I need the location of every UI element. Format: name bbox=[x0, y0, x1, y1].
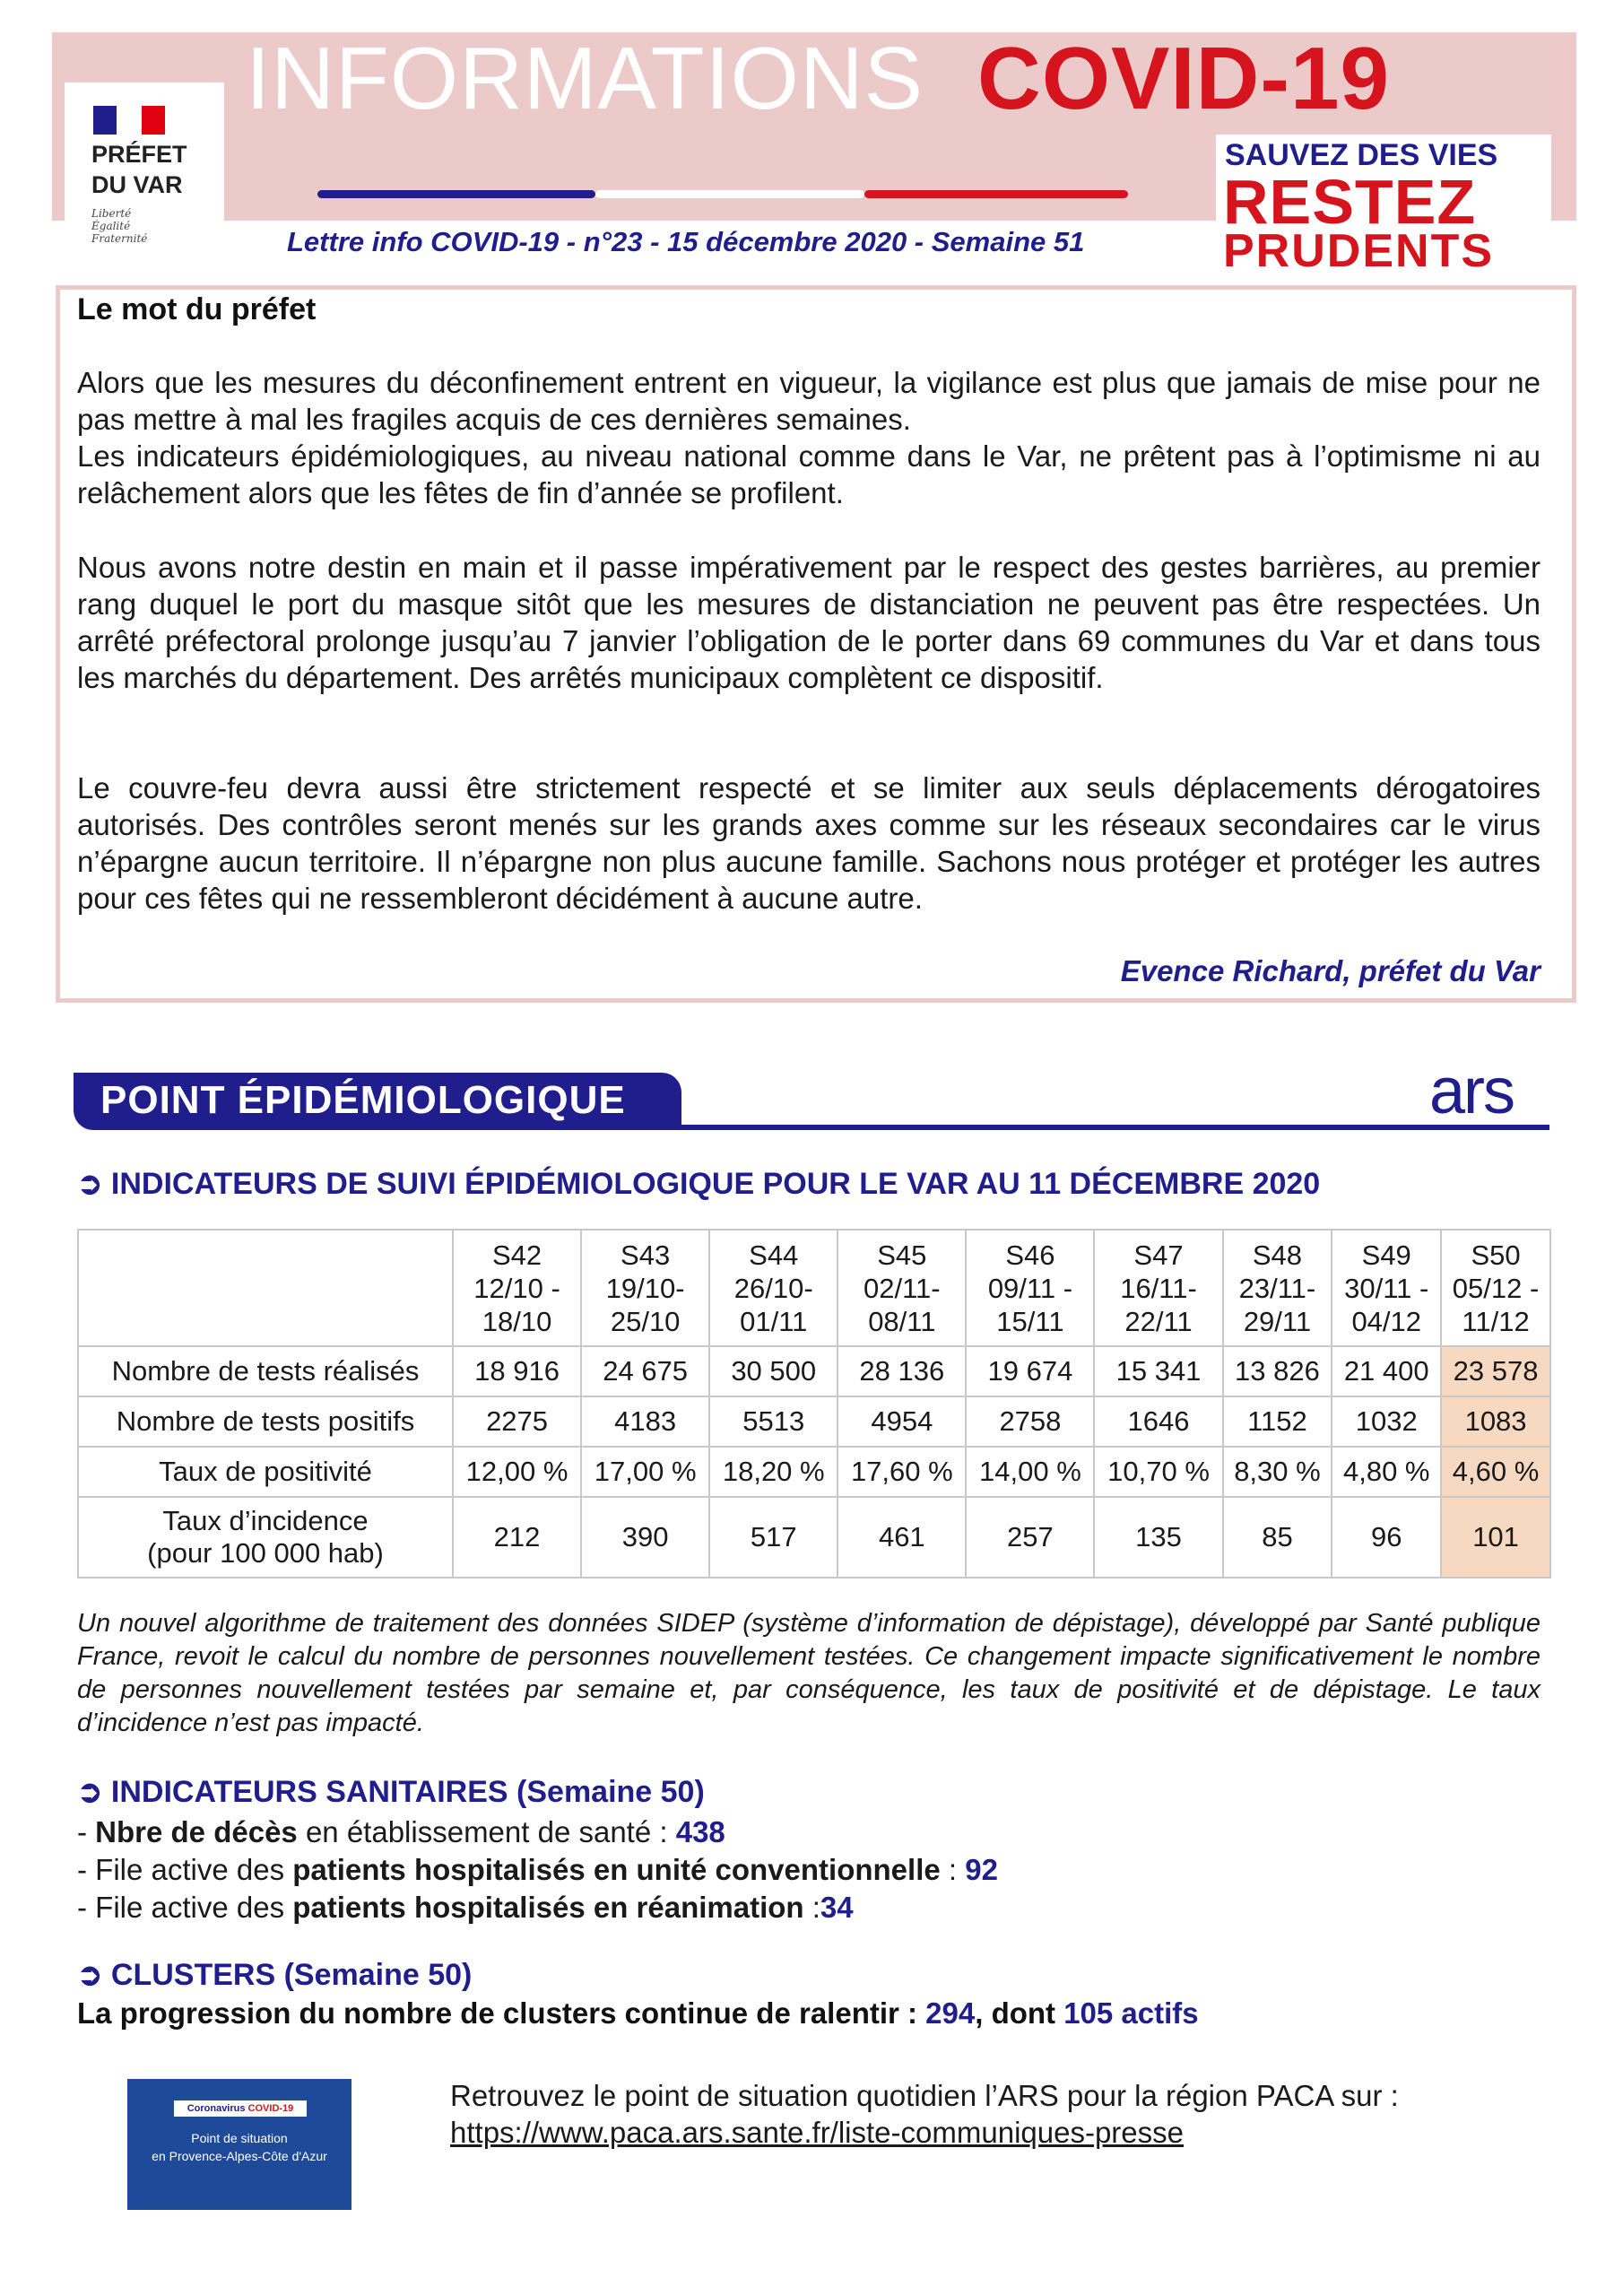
table-cell: 17,60 % bbox=[838, 1447, 966, 1497]
table-cell: 1032 bbox=[1332, 1396, 1441, 1447]
table-cell: 1646 bbox=[1094, 1396, 1222, 1447]
logo-line-prefet: PRÉFET bbox=[91, 141, 187, 168]
header-title-covid: COVID-19 bbox=[977, 29, 1391, 127]
indicators-table bbox=[77, 1229, 1551, 1578]
table-cell-highlighted: 4,60 % bbox=[1441, 1447, 1550, 1497]
tricolor-blue-bar bbox=[317, 190, 595, 198]
table-cell: 85 bbox=[1223, 1497, 1332, 1578]
ars-logo bbox=[1429, 1056, 1555, 1141]
table-cell: 390 bbox=[581, 1497, 709, 1578]
logo-line-du-var: DU VAR bbox=[91, 171, 183, 198]
card-tag: Coronavirus COVID-19 bbox=[174, 2100, 307, 2117]
table-cell: 21 400 bbox=[1332, 1346, 1441, 1396]
week-header-s42: S42 12/10 - 18/10 bbox=[453, 1230, 581, 1346]
list-item: - File active des patients hospitalisés en unité conventionnelle : 92 bbox=[77, 1853, 998, 1886]
ars-press-link[interactable]: https://www.paca.ars.sante.fr/liste-communiques-presse bbox=[450, 2116, 1184, 2149]
table-row-tests-positifs bbox=[78, 1396, 1550, 1447]
table-cell: 14,00 % bbox=[966, 1447, 1094, 1497]
table-cell: 96 bbox=[1332, 1497, 1441, 1578]
ars-situation-card[interactable] bbox=[127, 2079, 352, 2210]
week-header-s48: S48 23/11- 29/11 bbox=[1223, 1230, 1332, 1346]
table-cell: 517 bbox=[709, 1497, 838, 1578]
week-header-s46: S46 09/11 - 15/11 bbox=[966, 1230, 1094, 1346]
list-item: - File active des patients hospitalisés en réanimation :34 bbox=[77, 1891, 854, 1924]
week-header-s50: S50 05/12 - 11/12 bbox=[1441, 1230, 1550, 1346]
table-row-taux-positivite bbox=[78, 1447, 1550, 1497]
marianne-icon bbox=[93, 106, 165, 135]
footer-text: Retrouvez le point de situation quotidien l’ARS pour la région PACA sur : bbox=[450, 2079, 1399, 2112]
table-cell: 17,00 % bbox=[581, 1447, 709, 1497]
tricolor-red-bar bbox=[864, 190, 1128, 198]
table-header-row bbox=[78, 1230, 1550, 1346]
prefect-paragraph-1: Alors que les mesures du déconfinement entrent en vigueur, la vigilance est plus que jamais de mise pour ne pas mettre à mal les fragiles acquis de ces dernières semaines. bbox=[77, 366, 1541, 436]
prefect-paragraph-2: Les indicateurs épidémiologiques, au niveau national comme dans le Var, ne prêtent pas à l’optimisme ni au relâchement alors que les fêtes de fin d’année se profilent. bbox=[77, 439, 1541, 509]
week-header-s44: S44 26/10- 01/11 bbox=[709, 1230, 838, 1346]
sanitary-indicators-heading: ➲ INDICATEURS SANITAIRES (Semaine 50) bbox=[77, 1775, 705, 1809]
logo-devise: Liberté Égalité Fraternité bbox=[91, 207, 148, 245]
row-label: Taux d’incidence (pour 100 000 hab) bbox=[78, 1497, 453, 1578]
table-cell: 12,00 % bbox=[453, 1447, 581, 1497]
table-row-taux-incidence bbox=[78, 1497, 1550, 1578]
prefect-message-title: Le mot du préfet bbox=[77, 292, 317, 326]
table-cell: 28 136 bbox=[838, 1346, 966, 1396]
table-row-tests-realises bbox=[78, 1346, 1550, 1396]
table-cell: 5513 bbox=[709, 1396, 838, 1447]
table-cell-highlighted: 23 578 bbox=[1441, 1346, 1550, 1396]
table-cell: 1152 bbox=[1223, 1396, 1332, 1447]
clusters-heading: ➲ CLUSTERS (Semaine 50) bbox=[77, 1958, 473, 1992]
header-title-informations: INFORMATIONS bbox=[246, 29, 924, 127]
table-cell: 4,80 % bbox=[1332, 1447, 1441, 1497]
row-label: Nombre de tests positifs bbox=[78, 1396, 453, 1447]
table-cell: 257 bbox=[966, 1497, 1094, 1578]
table-cell: 24 675 bbox=[581, 1346, 709, 1396]
table-cell: 13 826 bbox=[1223, 1346, 1332, 1396]
prefect-paragraph-4: Le couvre-feu devra aussi être strictement respecté et se limiter aux seuls déplacements dérogatoires autorisés. Des contrôles seront menés sur les grands axes comme sur les réseaux secondaires car le virus n’épargne aucun territoire. Il n’épargne non plus aucune famille. Sachons nous protéger et protéger les autres pour ces fêtes qui ne ressembleront décidément à aucune autre. bbox=[77, 771, 1541, 915]
table-cell: 461 bbox=[838, 1497, 966, 1578]
section-title-underline bbox=[681, 1125, 1549, 1130]
section-title: POINT ÉPIDÉMIOLOGIQUE bbox=[100, 1078, 626, 1122]
campaign-line2: RESTEZ bbox=[1223, 167, 1477, 237]
table-cell: 4954 bbox=[838, 1396, 966, 1447]
prefet-du-var-logo bbox=[65, 83, 224, 267]
table-cell: 30 500 bbox=[709, 1346, 838, 1396]
prefect-paragraph-3: Nous avons notre destin en main et il passe impérativement par le respect des gestes barrières, au premier rang duquel le port du masque sitôt que les mesures de distanciation ne peuvent pas être respectées. Un arrêté préfectoral prolonge jusqu’au 7 janvier l’obligation de le porter dans 69 communes du Var et dans tous les marchés du département. Des arrêtés municipaux complètent ce dispositif. bbox=[77, 551, 1541, 694]
table-cell-highlighted: 1083 bbox=[1441, 1396, 1550, 1447]
card-text: Point de situation en Provence-Alpes-Côte d'Azur bbox=[152, 2131, 327, 2163]
table-cell: 212 bbox=[453, 1497, 581, 1578]
table-cell: 135 bbox=[1094, 1497, 1222, 1578]
newsletter-subtitle: Lettre info COVID-19 - n°23 - 15 décembre 2020 - Semaine 51 bbox=[287, 226, 1085, 257]
campaign-line1: SAUVEZ DES VIES bbox=[1225, 138, 1498, 172]
campaign-badge bbox=[1216, 135, 1551, 277]
row-label: Taux de positivité bbox=[78, 1447, 453, 1497]
prefect-signature: Evence Richard, préfet du Var bbox=[1120, 954, 1541, 987]
sanitary-indicators-list bbox=[77, 1813, 998, 1926]
table-corner-cell bbox=[78, 1230, 453, 1346]
table-cell: 18,20 % bbox=[709, 1447, 838, 1497]
table-cell: 2758 bbox=[966, 1396, 1094, 1447]
table-cell: 2275 bbox=[453, 1396, 581, 1447]
week-header-s43: S43 19/10- 25/10 bbox=[581, 1230, 709, 1346]
clusters-summary: La progression du nombre de clusters continue de ralentir : 294, dont 105 actifs bbox=[77, 1996, 1199, 2030]
table-cell: 19 674 bbox=[966, 1346, 1094, 1396]
table-cell: 18 916 bbox=[453, 1346, 581, 1396]
header-title bbox=[246, 29, 1391, 127]
row-label: Nombre de tests réalisés bbox=[78, 1346, 453, 1396]
indicators-table-heading: ➲ INDICATEURS DE SUIVI ÉPIDÉMIOLOGIQUE POUR LE VAR AU 11 DÉCEMBRE 2020 bbox=[77, 1167, 1321, 1201]
table-cell-highlighted: 101 bbox=[1441, 1497, 1550, 1578]
ars-logo-text: ars bbox=[1429, 1056, 1515, 1127]
algorithm-note: Un nouvel algorithme de traitement des données SIDEP (système d’information de dépistage), développé par Santé publique France, revoit le calcul du nombre de personnes nouvellement testées. Ce changement impacte significativement le nombre de personnes nouvellement testées par semaine et, par conséquence, les taux de positivité et de dépistage. Le taux d’incidence n’est pas impacté. bbox=[77, 1609, 1541, 1737]
table-cell: 15 341 bbox=[1094, 1346, 1222, 1396]
table-cell: 8,30 % bbox=[1223, 1447, 1332, 1497]
campaign-line3: PRUDENTS bbox=[1223, 225, 1495, 277]
week-header-s45: S45 02/11- 08/11 bbox=[838, 1230, 966, 1346]
table-cell: 10,70 % bbox=[1094, 1447, 1222, 1497]
week-header-s47: S47 16/11- 22/11 bbox=[1094, 1230, 1222, 1346]
tricolor-white-bar bbox=[595, 190, 864, 198]
table-cell: 4183 bbox=[581, 1396, 709, 1447]
week-header-s49: S49 30/11 - 04/12 bbox=[1332, 1230, 1441, 1346]
list-item: - Nbre de décès en établissement de santé : 438 bbox=[77, 1815, 725, 1848]
